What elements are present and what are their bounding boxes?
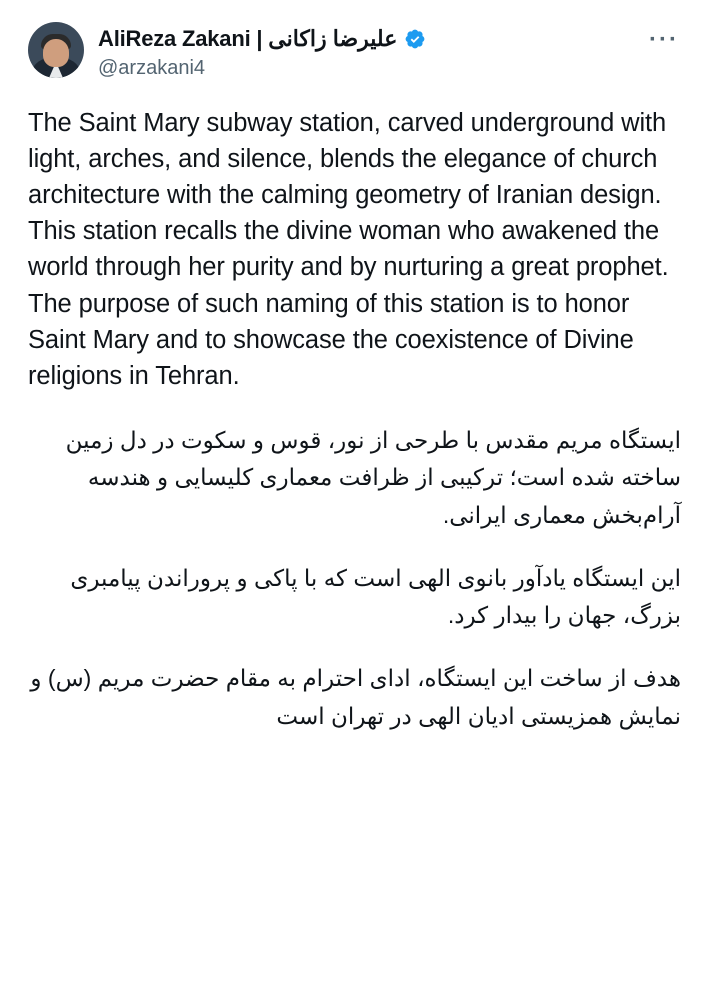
avatar[interactable] <box>28 22 84 78</box>
verified-badge-icon <box>404 28 426 50</box>
author-handle[interactable]: @arzakani4 <box>98 56 206 79</box>
tweet-paragraph-fa-2: این ایستگاه یادآور بانوی الهی است که با پاکی و پروراندن پیامبری بزرگ، جهان را بیدار کرد. <box>70 564 681 629</box>
avatar-face <box>43 39 69 67</box>
tweet-header <box>28 22 681 81</box>
author-block <box>98 22 625 81</box>
author-name-line <box>98 25 625 53</box>
tweet-text <box>28 105 681 735</box>
author-display-name[interactable]: AliReza Zakani | علیرضا زاکانی <box>98 26 398 51</box>
tweet-paragraph-en: The Saint Mary subway station, carved underground with light, arches, and silence, blends the elegance of church architecture with the calming geometry of Iranian design. This station recalls the divine woman who awakened the world through her purity and by nurturing a great prophet. The purpose of such naming of this station is to honor Saint Mary and to showcase the coexistence of Divine religions in Tehran. <box>28 108 669 390</box>
tweet-paragraph-fa-1: ایستگاه مریم مقدس با طرحی از نور، قوس و سکوت در دل زمین ساخته شده است؛ ترکیبی از ظرافت معماری کلیسایی و هندسه آرام‌بخش معماری ایرانی. <box>65 427 681 528</box>
more-options-icon[interactable]: ··· <box>649 26 679 53</box>
tweet-paragraph-fa-3: هدف از ساخت این ایستگاه، ادای احترام به مقام حضرت مریم (س) و نمایش همزیستی ادیان الهی در تهران است <box>30 665 681 729</box>
